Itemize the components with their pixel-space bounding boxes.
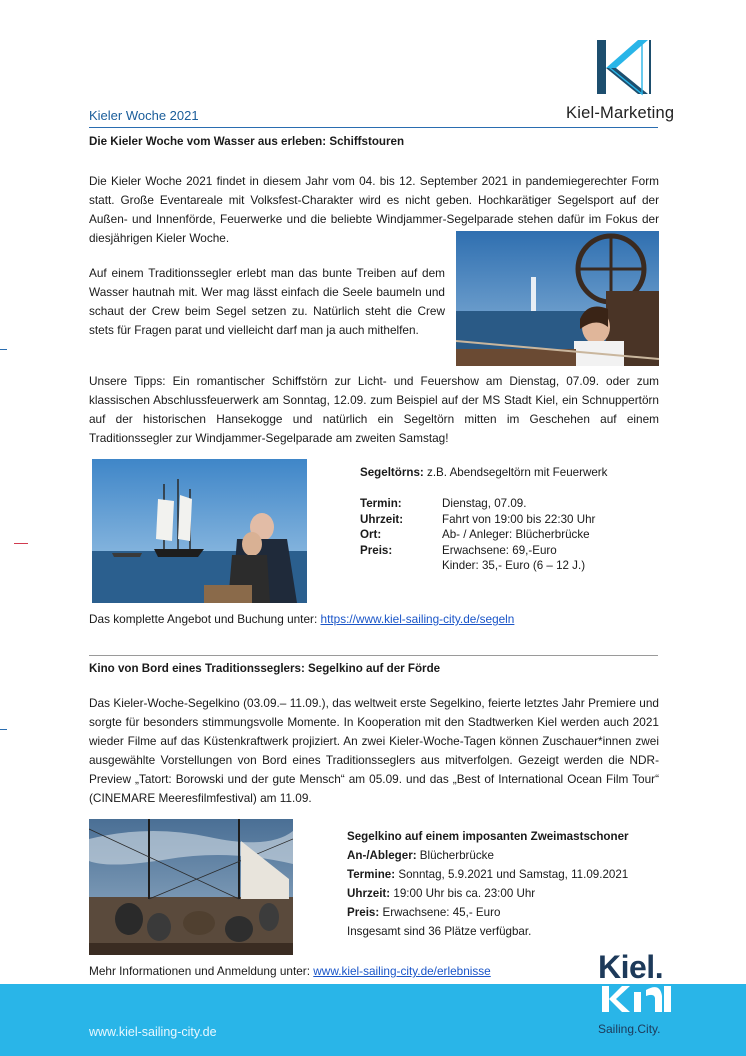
margin-mark — [0, 349, 7, 350]
booking-text: Das komplette Angebot und Buchung unter: — [89, 612, 321, 626]
offer-value: Erwachsene: 69,-Euro — [442, 543, 557, 557]
offer-row-ort — [360, 527, 595, 543]
section2-title: Kino von Bord eines Traditionsseglers: Segelkino auf der Förde — [89, 662, 441, 675]
kiel-logo-word: Kiel. — [598, 949, 664, 985]
kiel-marketing-k-logo — [594, 38, 652, 96]
booking-link[interactable]: https://www.kiel-sailing-city.de/segeln — [320, 612, 515, 626]
kiel-logo-mirror-icon — [600, 984, 672, 1014]
header-rule — [89, 127, 658, 128]
footer-url: www.kiel-sailing-city.de — [89, 1025, 217, 1039]
booking-line — [89, 610, 514, 629]
info-link[interactable]: www.kiel-sailing-city.de/erlebnisse — [313, 964, 491, 978]
offer-row-uhrzeit — [360, 512, 595, 528]
offer-details-table — [360, 496, 595, 574]
segelkino-termine — [347, 865, 629, 884]
segelkino-termine-label: Termine: — [347, 868, 396, 881]
offer-heading-label: Segeltörns: — [360, 466, 424, 479]
kiel-logo-tagline: Sailing.City. — [598, 1022, 661, 1036]
offer-key: Preis: — [360, 543, 393, 557]
offer-row-preis — [360, 543, 595, 559]
segelkino-heading — [347, 827, 629, 846]
offer-heading-text: z.B. Abendsegeltörn mit Feuerwerk — [427, 466, 608, 479]
segelkino-anleger — [347, 846, 629, 865]
photo-passengers-on-deck — [89, 819, 293, 955]
photo-couple-tall-ship — [92, 459, 307, 603]
segelkino-heading-text: Segelkino auf einem imposanten Zweimastschoner — [347, 830, 629, 843]
segelkino-preis — [347, 903, 629, 922]
segelkino-preis-value: Erwachsene: 45,- Euro — [382, 906, 501, 919]
segelkino-seats: Insgesamt sind 36 Plätze verfügbar. — [347, 925, 532, 938]
offer-row-termin — [360, 496, 595, 512]
section1-intro: Die Kieler Woche 2021 findet in diesem Jahr vom 04. bis 12. September 2021 in pandemiegerechter Form statt. Große Eventareale mit Volksfest-Charakter wird es nicht geben. Hochkarätiger Segelsport auf der Außen- und Innenförde, Feuerwerke und die beliebte Windjammer-Segelparade stehen dafür im Fokus der diesjährigen Kieler Woche. — [89, 174, 659, 245]
segelkino-termine-value: Sonntag, 5.9.2021 und Samstag, 11.09.2021 — [398, 868, 629, 881]
section2-body: Das Kieler-Woche-Segelkino (03.09.– 11.09.), das weltweit erste Segelkino, feierte letztes Jahr Premiere und sorgte für besonders stimmungsvolle Momente. In Kooperation mit den Stadtwerken Kiel werden auch 2021 wieder Filme auf das Küstenkraftwerk projiziert. An zwei Kieler-Woche-Tagen können Zuschauer*innen zwei ausgewählte Vorstellungen von Bord eines Traditionsseglers aus mitverfolgen. Gezeigt werden die NDR-Preview „Tatort: Borowski und der gute Mensch“ am 05.09. und das „Best of International Ocean Film Tour“ (CINEMARE Meeresfilmfestival) am 11.09. — [89, 696, 659, 805]
info-text: Mehr Informationen und Anmeldung unter: — [89, 964, 314, 978]
section1-title: Die Kieler Woche vom Wasser aus erleben: Schiffstouren — [89, 135, 405, 148]
segelkino-preis-label: Preis: — [347, 906, 380, 919]
document-header-title: Kieler Woche 2021 — [89, 108, 199, 123]
info-line — [89, 962, 491, 981]
offer-key: Ort: — [360, 528, 382, 541]
segelkino-anleger-label: An-/Ableger: — [347, 849, 417, 862]
segelkino-uhrzeit — [347, 884, 629, 903]
offer-key — [360, 558, 442, 574]
kiel-sailing-city-logo — [594, 950, 684, 1042]
offer-value: Ab- / Anleger: Blücherbrücke — [442, 528, 590, 541]
segelkino-anleger-value: Blücherbrücke — [419, 849, 494, 862]
offer-value: Fahrt von 19:00 bis 22:30 Uhr — [442, 512, 596, 526]
photo-woman-on-sailboat — [456, 231, 659, 366]
offer-value: Dienstag, 07.09. — [442, 497, 527, 510]
margin-mark — [14, 543, 28, 544]
offer-heading — [360, 466, 607, 479]
section1-paragraph: Auf einem Traditionssegler erlebt man das bunte Treiben auf dem Wasser hautnah mit. Wer mag lässt einfach die Seele baumeln und schaut der Crew beim Segel setzen zu. Natürlich steht die Crew stets für Fragen parat und vielleicht darf man ja auch mithelfen. — [89, 266, 445, 337]
section1-tips: Unsere Tipps: Ein romantischer Schiffstörn zur Licht- und Feuershow am Dienstag, 07.09. oder zum klassischen Abschlussfeuerwerk am Sonntag, 12.09. zum Beispiel auf der MS Stadt Kiel, ein Schnuppertörn auf der historischen Hansekogge und natürlich ein Segeltörn mitten im Geschehen auf einem Traditionssegler zur Windjammer-Segelparade am zweiten Samstag! — [89, 374, 659, 445]
segelkino-uhrzeit-value: 19:00 Uhr bis ca. 23:00 Uhr — [393, 887, 536, 900]
offer-value: Kinder: 35,- Euro (6 – 12 J.) — [442, 559, 586, 572]
offer-row-kinder — [360, 558, 595, 574]
segelkino-uhrzeit-label: Uhrzeit: — [347, 887, 391, 900]
brand-name: Kiel-Marketing — [566, 104, 675, 122]
segelkino-details — [347, 827, 629, 941]
margin-mark — [0, 729, 7, 730]
offer-key: Termin: — [360, 497, 402, 510]
section-divider — [89, 655, 658, 656]
offer-key: Uhrzeit: — [360, 512, 404, 526]
